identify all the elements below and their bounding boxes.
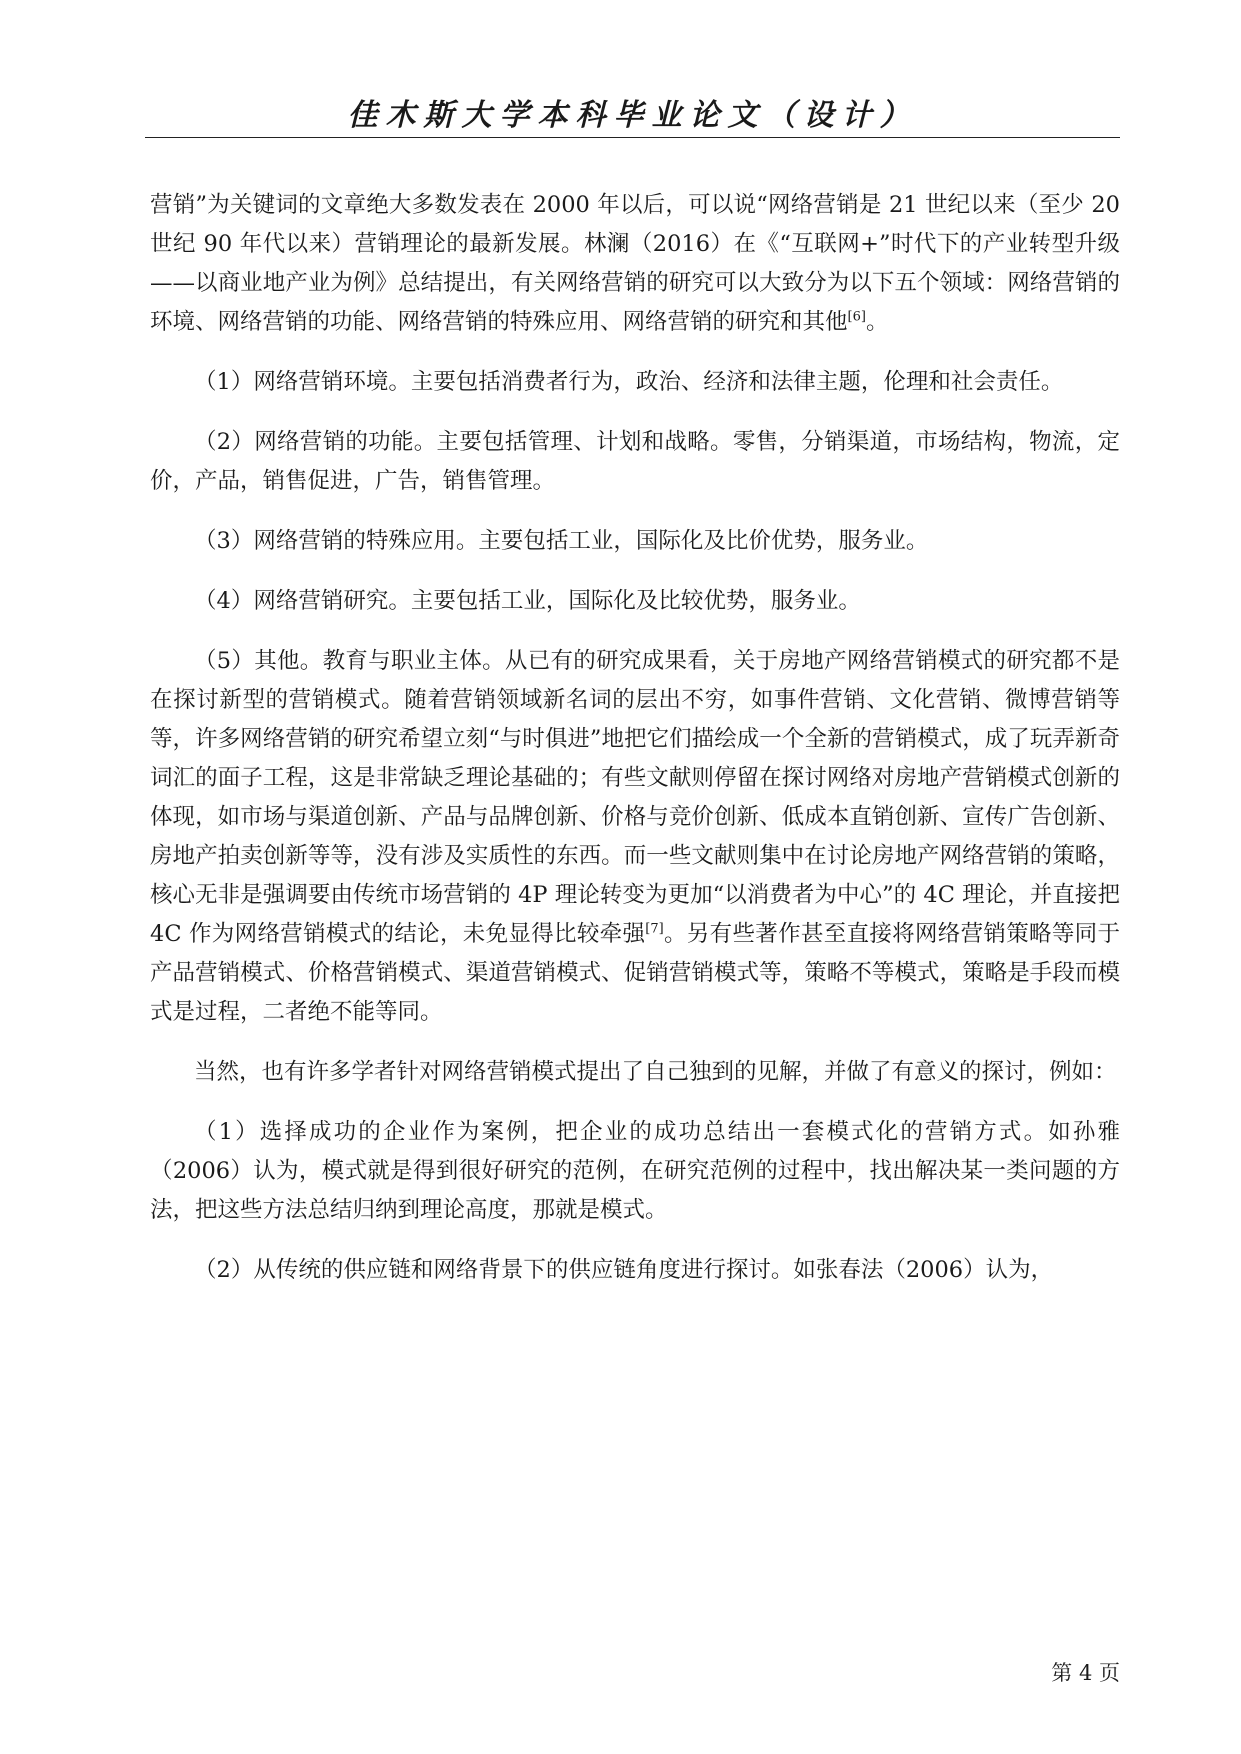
paragraph-9: （2）从传统的供应链和网络背景下的供应链角度进行探讨。如张春法（2006）认为，: [194, 1257, 1054, 1283]
paragraph-text: （5）其他。教育与职业主体。从已有的研究成果看，关于房地产网络营销模式的研究都不是在探讨新型的营销模式。随着营销领域新名词的层出不穷，如事件营销、文化营销、微博营销等等，许多网络营销的研究希望立刻“与时俱进”地把它们描绘成一个全新的营销模式，成了玩弄新奇词汇的面子工程，这是非常缺乏理论基础的；有些文献则停留在探讨网络对房地产营销模式创新的体现，如市场与渠道创新、产品与品牌创新、价格与竞价创新、低成本直销创新、宣传广告创新、房地产拍卖创新等等，没有涉及实质性的东西。而一些文献则集中在讨论房地产网络营销的策略，核心无非是强调要由传统市场营销的 4P 理论转变为更加“以消费者为中心”的 4C 理论，并直接把 4C 作为网络营销模式的结论，未免显得比较牵强: [150, 648, 1120, 947]
paragraph-1: [150, 186, 1120, 342]
paragraph-text: 营销”为关键词的文章绝大多数发表在 2000 年以后，可以说“网络营销是 21 世纪以来（至少 20 世纪 90 年代以来）营销理论的最新发展。林澜（2016）在《“互联网+”时代下的产业转型升级——以商业地产业为例》总结提出，有关网络营销的研究可以大致分为以下五个领域：网络营销的环境、网络营销的功能、网络营销的特殊应用、网络营销的研究和其他: [150, 192, 1120, 335]
paragraph-3: （2）网络营销的功能。主要包括管理、计划和战略。零售，分销渠道，市场结构，物流，定价，产品，销售促进，广告，销售管理。: [150, 429, 1120, 494]
paragraph-4: （3）网络营销的特殊应用。主要包括工业，国际化及比价优势，服务业。: [194, 528, 929, 554]
paragraph-8: （1）选择成功的企业作为案例，把企业的成功总结出一套模式化的营销方式。如孙雅（2006）认为，模式就是得到很好研究的范例，在研究范例的过程中，找出解决某一类问题的方法，把这些方法总结归纳到理论高度，那就是模式。: [150, 1119, 1120, 1223]
paragraph-text-after: 。另有些著作甚至直接将网络营销策略等同于产品营销模式、价格营销模式、渠道营销模式、促销营销模式等，策略不等模式，策略是手段而模式是过程，二者绝不能等同。: [150, 921, 1120, 1025]
citation-ref: [6]: [847, 309, 866, 325]
body-text: [150, 186, 1120, 1311]
header-divider: [145, 137, 1120, 138]
paragraph-6: [150, 642, 1120, 1032]
paragraph-7: 当然，也有许多学者针对网络营销模式提出了自己独到的见解，并做了有意义的探讨，例如：: [194, 1059, 1117, 1085]
page-number: 第 4 页: [1051, 1661, 1120, 1685]
paragraph-text-after: 。: [865, 309, 889, 335]
paragraph-2: （1）网络营销环境。主要包括消费者行为，政治、经济和法律主题，伦理和社会责任。: [194, 369, 1064, 395]
page-header-title: 佳木斯大学本科毕业论文（设计）: [347, 98, 918, 133]
citation-ref: [7]: [645, 921, 664, 937]
paragraph-5: （4）网络营销研究。主要包括工业，国际化及比较优势，服务业。: [194, 588, 861, 614]
